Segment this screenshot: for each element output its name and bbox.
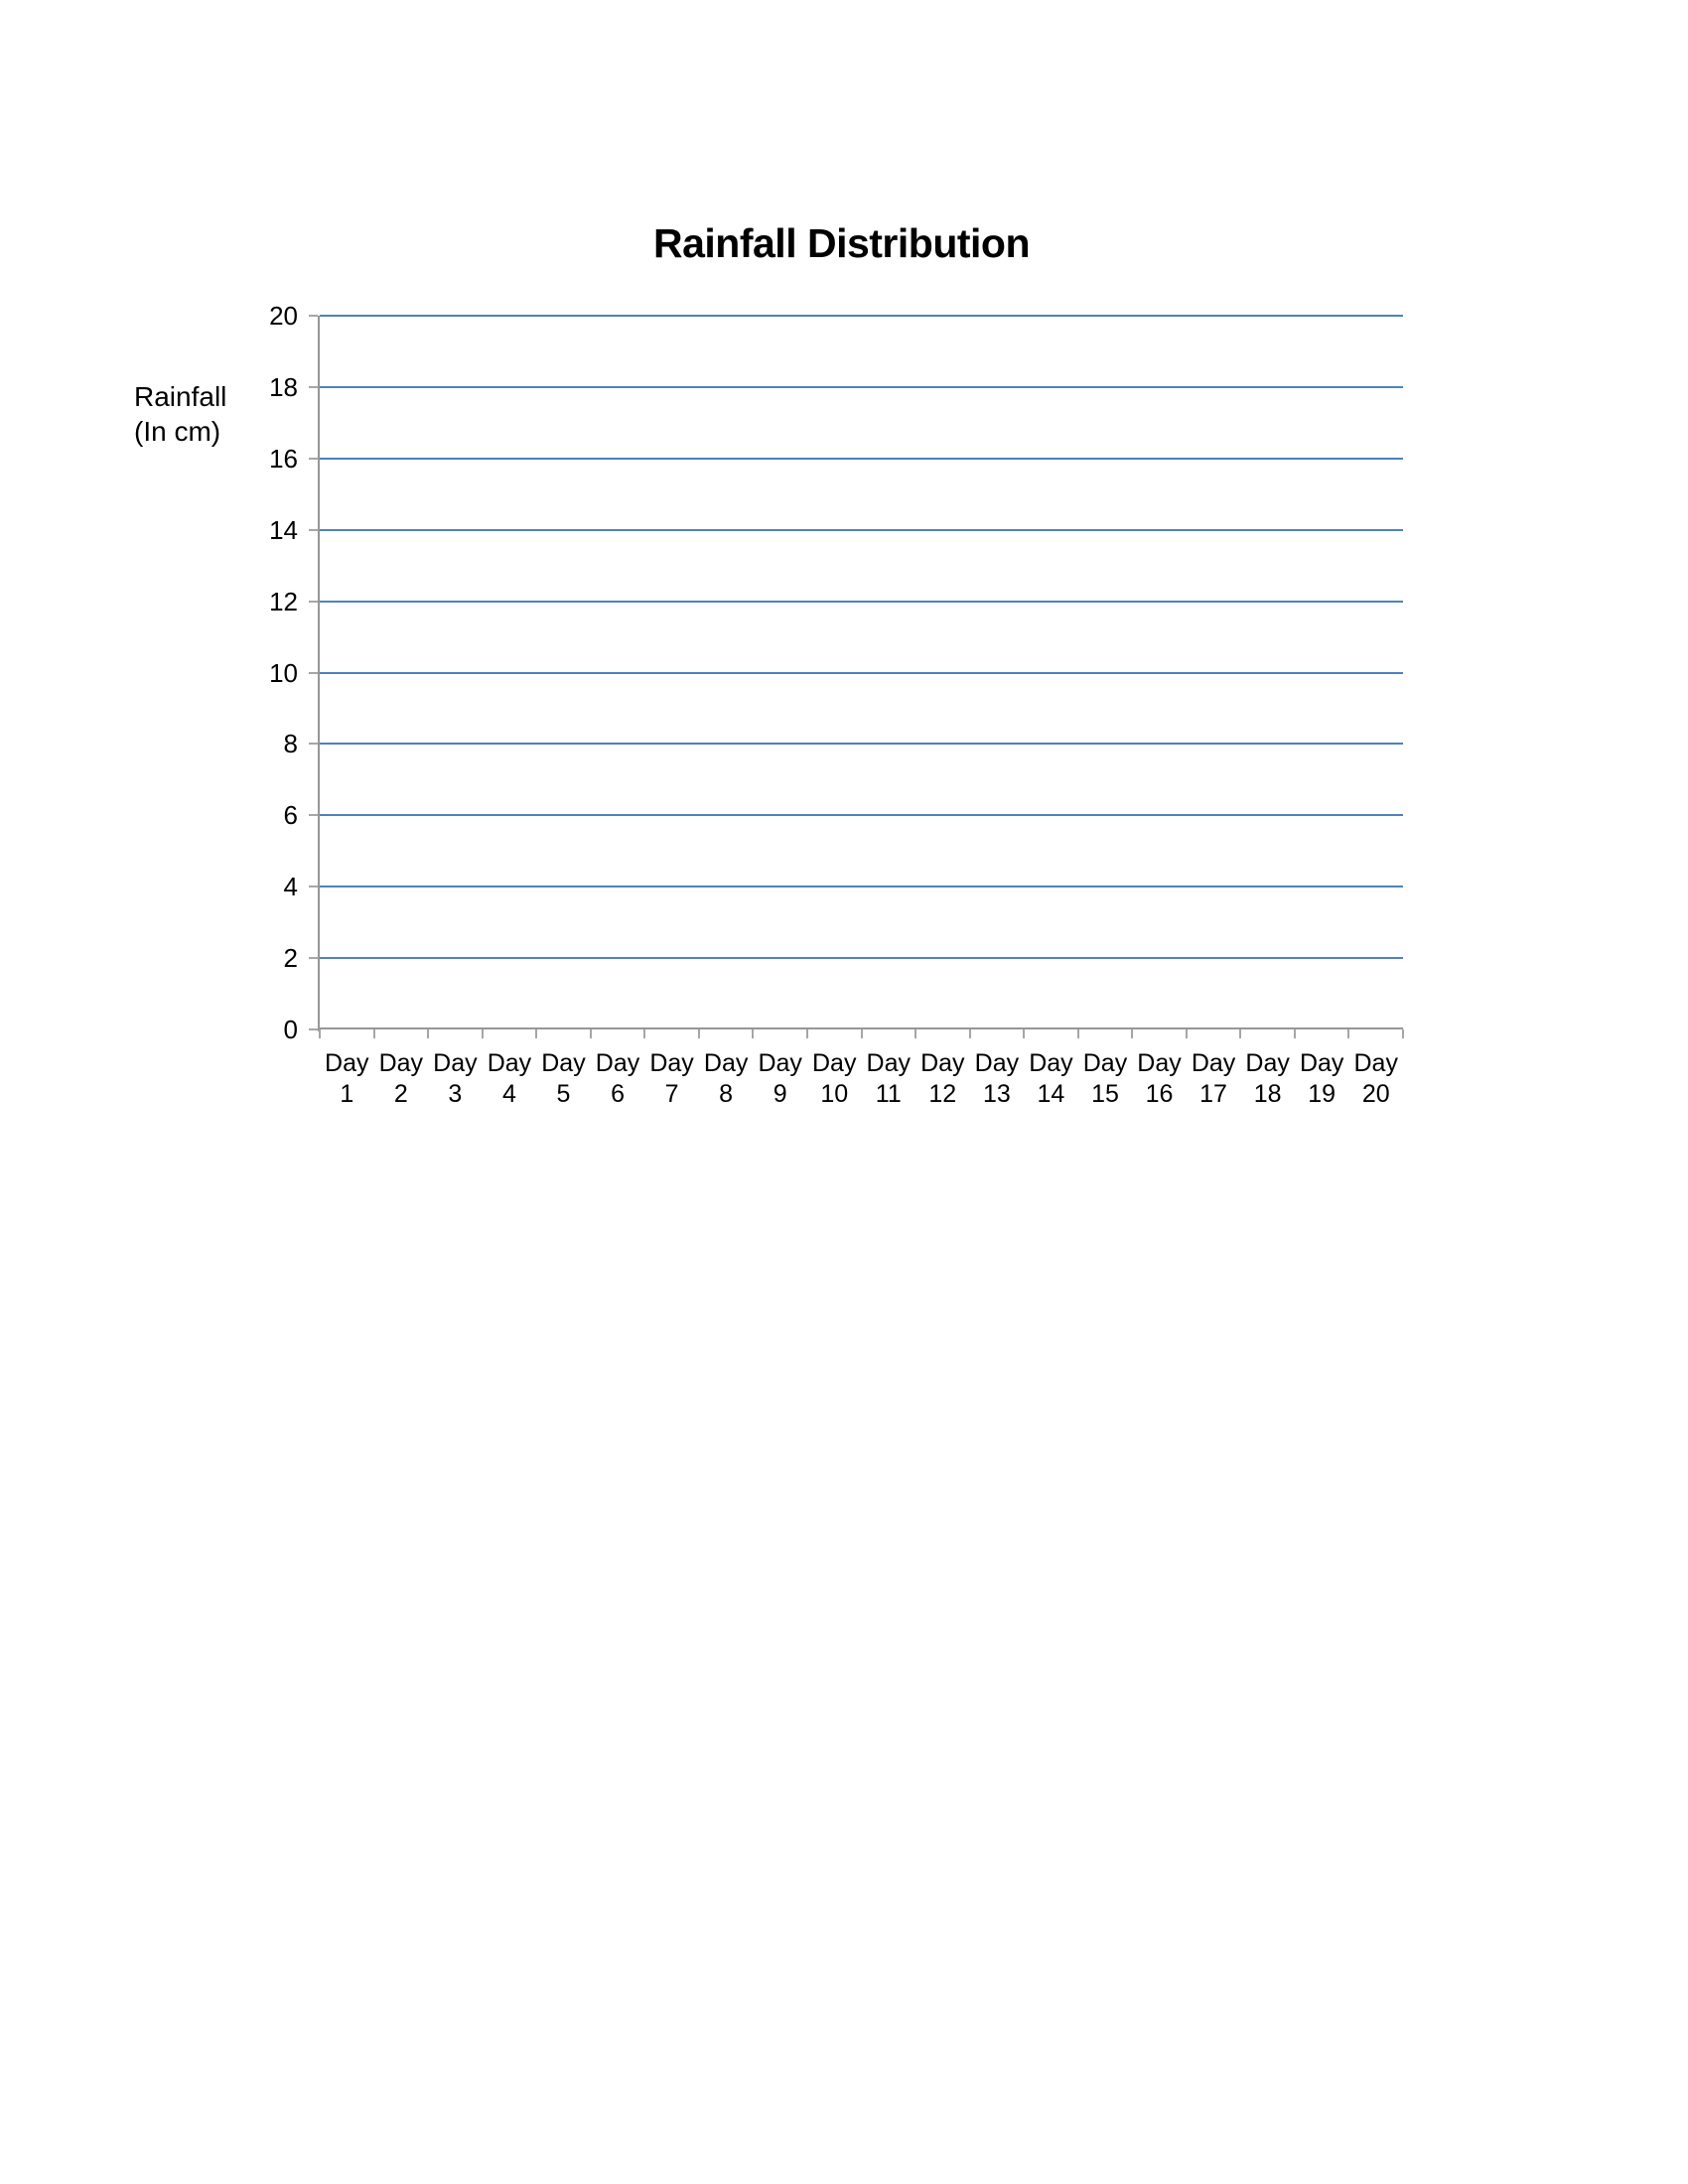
- x-axis-label-2-line1: Day: [378, 1049, 424, 1077]
- x-tick-mark-10: [861, 1029, 863, 1038]
- x-axis-label-7-line2: 7: [664, 1080, 679, 1108]
- x-axis-label-19-line1: Day: [1299, 1049, 1344, 1077]
- gridline-y-6: [320, 814, 1403, 816]
- gridline-y-18: [320, 386, 1403, 388]
- x-tick-mark-9: [806, 1029, 808, 1038]
- x-tick-mark-14: [1077, 1029, 1079, 1038]
- gridline-y-14: [320, 529, 1403, 531]
- x-tick-mark-15: [1131, 1029, 1133, 1038]
- x-axis-label-11-line2: 11: [875, 1080, 902, 1108]
- x-axis-label-10-line1: Day: [811, 1049, 857, 1077]
- x-axis-label-20-line2: 20: [1361, 1080, 1390, 1108]
- y-tick-mark-8: [309, 743, 318, 745]
- y-axis-label-20: 20: [269, 301, 298, 331]
- x-axis-label-19-line2: 19: [1308, 1080, 1336, 1108]
- x-tick-mark-5: [590, 1029, 592, 1038]
- x-tick-mark-6: [643, 1029, 645, 1038]
- y-axis-line: [318, 316, 320, 1031]
- x-axis-label-3-line2: 3: [448, 1080, 463, 1108]
- y-axis-label-18: 18: [269, 371, 298, 402]
- x-axis-label-18-line2: 18: [1253, 1080, 1282, 1108]
- y-axis-label-10: 10: [269, 657, 298, 688]
- y-tick-mark-12: [309, 601, 318, 603]
- y-axis-title-line2: (In cm): [134, 416, 221, 447]
- x-axis-label-16-line1: Day: [1137, 1049, 1182, 1077]
- x-tick-mark-0: [319, 1029, 321, 1038]
- x-tick-mark-8: [752, 1029, 754, 1038]
- x-tick-mark-12: [969, 1029, 971, 1038]
- gridline-y-10: [320, 672, 1403, 674]
- chart-title: Rainfall Distribution: [653, 220, 1030, 266]
- x-axis-label-1-line1: Day: [325, 1049, 369, 1077]
- y-tick-mark-0: [309, 1028, 318, 1030]
- x-tick-mark-4: [535, 1029, 537, 1038]
- gridline-y-20: [320, 315, 1403, 317]
- gridline-y-2: [320, 957, 1403, 959]
- x-axis-label-2-line2: 2: [393, 1080, 408, 1108]
- x-axis-label-17-line1: Day: [1191, 1049, 1236, 1077]
- y-axis-label-14: 14: [269, 514, 298, 545]
- x-axis-label-15-line2: 15: [1091, 1080, 1119, 1108]
- y-axis-title: [134, 379, 226, 449]
- y-axis-label-8: 8: [283, 729, 298, 759]
- gridline-y-16: [320, 458, 1403, 460]
- y-tick-mark-4: [309, 886, 318, 887]
- x-tick-mark-3: [482, 1029, 484, 1038]
- x-tick-mark-13: [1023, 1029, 1025, 1038]
- y-tick-mark-14: [309, 529, 318, 531]
- plot-area: [320, 316, 1403, 1029]
- y-axis-label-6: 6: [283, 800, 298, 831]
- y-axis-title-line1: Rainfall: [134, 381, 227, 412]
- x-tick-mark-11: [914, 1029, 916, 1038]
- gridline-y-4: [320, 886, 1403, 887]
- x-axis-label-16-line2: 16: [1145, 1080, 1174, 1108]
- y-axis-label-12: 12: [269, 586, 298, 616]
- x-tick-mark-7: [698, 1029, 700, 1038]
- x-tick-mark-20: [1402, 1029, 1404, 1038]
- x-axis-label-9-line2: 9: [773, 1080, 787, 1108]
- y-tick-mark-18: [309, 386, 318, 388]
- x-axis-label-8-line1: Day: [703, 1049, 749, 1077]
- x-axis-label-8-line2: 8: [719, 1080, 734, 1108]
- x-tick-mark-19: [1347, 1029, 1349, 1038]
- x-axis-label-12-line2: 12: [928, 1080, 957, 1108]
- gridline-y-12: [320, 601, 1403, 603]
- x-axis-label-20-line1: Day: [1353, 1049, 1398, 1077]
- x-axis-label-15-line1: Day: [1082, 1049, 1128, 1077]
- y-tick-mark-16: [309, 458, 318, 460]
- x-axis-label-13-line2: 13: [982, 1080, 1011, 1108]
- y-tick-mark-20: [309, 315, 318, 317]
- y-axis-label-4: 4: [283, 872, 298, 902]
- x-axis-label-12-line1: Day: [920, 1049, 965, 1077]
- x-axis-label-13-line1: Day: [974, 1049, 1020, 1077]
- x-axis-label-10-line2: 10: [820, 1080, 849, 1108]
- x-axis-label-5-line1: Day: [541, 1049, 586, 1077]
- y-tick-mark-10: [309, 672, 318, 674]
- x-axis-label-6-line1: Day: [595, 1049, 640, 1077]
- x-axis-label-20: [1336, 1048, 1416, 1110]
- x-axis-label-18-line1: Day: [1245, 1049, 1290, 1077]
- x-axis-label-9-line1: Day: [758, 1049, 802, 1077]
- y-axis-label-16: 16: [269, 443, 298, 474]
- x-axis-label-4-line2: 4: [501, 1080, 516, 1108]
- x-axis-label-17-line2: 17: [1199, 1080, 1227, 1108]
- x-axis-label-5-line2: 5: [556, 1080, 571, 1108]
- x-tick-mark-16: [1186, 1029, 1188, 1038]
- x-axis-label-1-line2: 1: [340, 1080, 354, 1108]
- x-tick-mark-17: [1239, 1029, 1241, 1038]
- x-tick-mark-18: [1294, 1029, 1296, 1038]
- x-axis-label-7-line1: Day: [649, 1049, 694, 1077]
- x-axis-label-6-line2: 6: [611, 1080, 625, 1108]
- y-axis-label-2: 2: [283, 943, 298, 974]
- y-tick-mark-6: [309, 814, 318, 816]
- x-tick-mark-1: [373, 1029, 375, 1038]
- y-tick-mark-2: [309, 957, 318, 959]
- x-axis-label-14-line1: Day: [1029, 1049, 1073, 1077]
- x-axis-label-4-line1: Day: [487, 1049, 532, 1077]
- x-axis-label-3-line1: Day: [433, 1049, 478, 1077]
- y-axis-label-0: 0: [283, 1015, 298, 1044]
- x-tick-mark-2: [427, 1029, 429, 1038]
- x-axis-label-14-line2: 14: [1037, 1080, 1065, 1108]
- gridline-y-8: [320, 743, 1403, 745]
- x-axis-label-11-line1: Day: [866, 1049, 911, 1077]
